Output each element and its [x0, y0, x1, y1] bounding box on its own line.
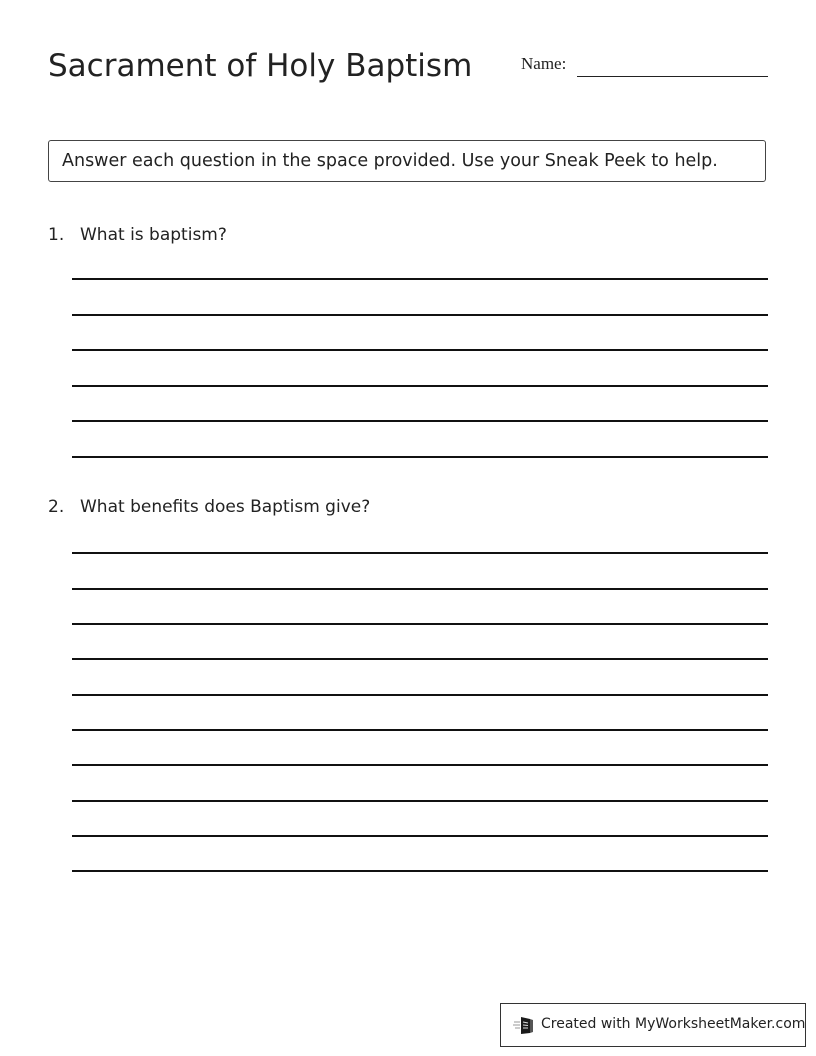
footer-credit[interactable] [500, 1003, 806, 1047]
worksheet-document-icon [513, 1015, 535, 1035]
answer-line[interactable] [72, 800, 768, 802]
question-number: 2. [48, 497, 65, 517]
answer-line[interactable] [72, 456, 768, 458]
answer-line[interactable] [72, 764, 768, 766]
answer-line[interactable] [72, 420, 768, 422]
instructions-text: Answer each question in the space provided. Use your Sneak Peek to help. [62, 151, 718, 171]
answer-line[interactable] [72, 349, 768, 351]
answer-line[interactable] [72, 658, 768, 660]
name-label: Name: [521, 54, 567, 73]
question-text: What is baptism? [80, 225, 227, 245]
answer-line[interactable] [72, 729, 768, 731]
name-field[interactable] [577, 76, 768, 77]
instructions-box [48, 140, 766, 182]
answer-line[interactable] [72, 314, 768, 316]
answer-line[interactable] [72, 278, 768, 280]
answer-line[interactable] [72, 552, 768, 554]
question-number: 1. [48, 225, 65, 245]
answer-line[interactable] [72, 623, 768, 625]
answer-line[interactable] [72, 835, 768, 837]
answer-line[interactable] [72, 694, 768, 696]
question-text: What benefits does Baptism give? [80, 497, 371, 517]
footer-text: Created with MyWorksheetMaker.com [541, 1016, 806, 1032]
answer-line[interactable] [72, 870, 768, 872]
answer-line[interactable] [72, 588, 768, 590]
answer-line[interactable] [72, 385, 768, 387]
page-title: Sacrament of Holy Baptism [48, 48, 473, 84]
